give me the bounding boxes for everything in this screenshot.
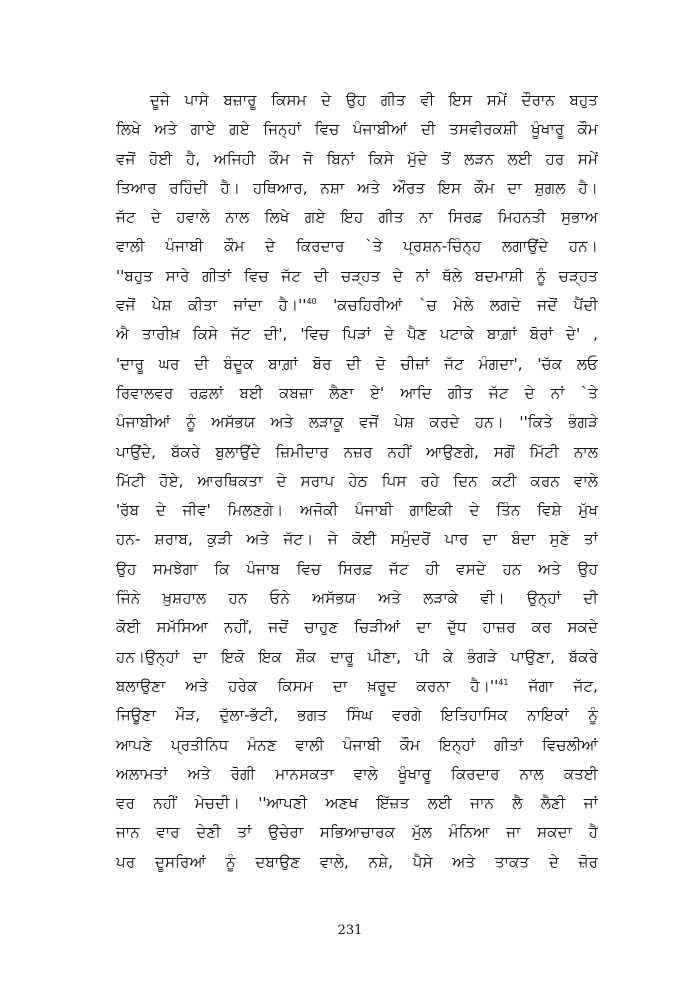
text-line: ''ਬਹੁਤ ਸਾਰੇ ਗੀਤਾਂ ਵਿਚ ਜੱਟ ਦੀ ਚੜ੍ਹਤ ਦੇ ਨਾਂ ਥੱਲੇ ਬਦਮਾਸ਼ੀ ਨੂੰ ਚੜ੍ਹਤ (116, 266, 598, 285)
text-line: ਦੂਜੇ ਪਾਸੇ ਬਜ਼ਾਰੂ ਕਿਸਮ ਦੇ ਉਹ ਗੀਤ ਵੀ ਇਸ ਸਮੇਂ ਦੌਰਾਨ ਬਹੁਤ (150, 91, 598, 109)
text-line: ਆਪਣੇ ਪ੍ਰਤੀਨਿਧ ਮੰਨਣ ਵਾਲੀ ਪੰਜਾਬੀ ਕੌਮ ਇਨ੍ਹਾਂ ਗੀਤਾਂ ਵਿਚਲੀਆਂ (116, 735, 598, 754)
text-line: ਐ ਤਾਰੀਖ਼ ਕਿਸੇ ਜੱਟ ਦੀ', 'ਵਿਚ ਪਿੜਾਂ ਦੇ ਪੈਣ ਪਟਾਕੇ ਬਾਗ਼ਾਂ ਬੋਰਾਂ ਦੇ' , (116, 325, 598, 344)
text-line: ਹਨ।ਉਨ੍ਹਾਂ ਦਾ ਇਕੋ ਇਕ ਸ਼ੌਕ ਦਾਰੂ ਪੀਣਾ, ਪੀ ਕੇ ਭੰਗੜੇ ਪਾਉਣਾ, ਬੱਕਰੇ (116, 647, 598, 666)
text-line: ਵਾਲੀ ਪੰਜਾਬੀ ਕੌਮ ਦੇ ਕਿਰਦਾਰ `ਤੇ ਪ੍ਰਸ਼ਨ-ਚਿੰਨ੍ਹ ਲਗਾਉਂਦੇ ਹਨ। (116, 237, 598, 256)
text-line: ਜਿਊਣਾ ਮੌੜ, ਦੁੱਲਾ-ਭੱਟੀ, ਭਗਤ ਸਿੰਘ ਵਰਗੇ ਇਤਿਹਾਸਿਕ ਨਾਇਕਾਂ ਨੂੰ (116, 706, 598, 725)
text-line: ਜਿੰਨੇ ਖ਼ੁਸ਼ਹਾਲ ਹਨ ਓਨੇ ਅਸੱਭਯ ਅਤੇ ਲੜਾਕੇ ਵੀ। ਉਨ੍ਹਾਂ ਦੀ (116, 589, 598, 608)
text-line: ਵਜੋਂ ਹੋਈ ਹੈ, ਅਜਿਹੀ ਕੌਮ ਜੋ ਬਿਨਾਂ ਕਿਸੇ ਮੁੱਦੇ ਤੋਂ ਲੜਨ ਲਈ ਹਰ ਸਮੇਂ (116, 149, 598, 168)
text-segment: ਜੱਗਾ ਜੱਟ, (528, 676, 598, 695)
text-line: ਲਿਖੇ ਅਤੇ ਗਾਏ ਗਏ ਜਿਨ੍ਹਾਂ ਵਿਚ ਪੰਜਾਬੀਆਂ ਦੀ ਤਸਵੀਰਕਸ਼ੀ ਖੂੰਖਾਰੂ ਕੌਮ (116, 120, 598, 139)
text-line-with-footnote (116, 291, 598, 320)
text-line: 'ਰੱਬ ਦੇ ਜੀਵ' ਮਿਲਣਗੇ। ਅਜੋਕੀ ਪੰਜਾਬੀ ਗਾਇਕੀ ਦੇ ਤਿੰਨ ਵਿਸ਼ੇ ਮੁੱਖ (116, 501, 598, 520)
text-segment: ਵਜੋਂ ਪੇਸ਼ ਕੀਤਾ ਜਾਂਦਾ ਹੈ।'' (116, 296, 307, 315)
text-line: ਅਲਾਮਤਾਂ ਅਤੇ ਰੋਗੀ ਮਾਨਸਕਤਾ ਵਾਲੇ ਖੂੰਖਾਰੂ ਕਿਰਦਾਰ ਨਾਲ ਕਤਈ (116, 764, 598, 783)
text-line: ਪੰਜਾਬੀਆਂ ਨੂੰ ਅਸੱਭਯ ਅਤੇ ਲੜਾਕੂ ਵਜੋਂ ਪੇਸ਼ ਕਰਦੇ ਹਨ। ''ਕਿਤੇ ਭੰਗੜੇ (116, 413, 598, 432)
text-line: ਤਿਆਰ ਰਹਿੰਦੀ ਹੈ। ਹਥਿਆਰ, ਨਸ਼ਾ ਅਤੇ ਔਰਤ ਇਸ ਕੌਮ ਦਾ ਸ਼ੁਗਲ ਹੈ। (116, 178, 598, 197)
text-line: ਉਹ ਸਮਝੇਗਾ ਕਿ ਪੰਜਾਬ ਵਿਚ ਸਿਰਫ਼ ਜੱਟ ਹੀ ਵਸਦੇ ਹਨ ਅਤੇ ਉਹ (116, 559, 598, 578)
text-line: ਜਾਨ ਵਾਰ ਦੇਣੀ ਤਾਂ ਉਚੇਰਾ ਸਭਿਆਚਾਰਕ ਮੁੱਲ ਮੰਨਿਆ ਜਾ ਸਕਦਾ ਹੈ (116, 823, 598, 842)
text-line: ਕੋਈ ਸਮੱਸਿਆ ਨਹੀਂ, ਜਦੋਂ ਚਾਹੁਣ ਚਿੜੀਆਂ ਦਾ ਦੁੱਧ ਹਾਜ਼ਰ ਕਰ ਸਕਦੇ (116, 618, 598, 637)
text-line: 'ਦਾਰੂ ਘਰ ਦੀ ਬੰਦੂਕ ਬਾਗ਼ਾਂ ਬੋਰ ਦੀ ਦੋ ਚੀਜ਼ਾਂ ਜੱਟ ਮੰਗਦਾ', 'ਚੱਕ ਲਓ (116, 354, 598, 373)
text-segment: 'ਕਚਹਿਰੀਆਂ `ਚ ਮੇਲੇ ਲਗਦੇ ਜਦੋਂ ਪੈਂਦੀ (333, 296, 598, 315)
text-line-with-footnote (116, 672, 598, 701)
text-line: ਹਨ- ਸ਼ਰਾਬ, ਕੁੜੀ ਅਤੇ ਜੱਟ। ਜੇ ਕੋਈ ਸਮੁੰਦਰੋਂ ਪਾਰ ਦਾ ਬੰਦਾ ਸੁਣੇ ਤਾਂ (116, 530, 598, 549)
text-line: ਪਾਉਂਦੇ, ਬੱਕਰੇ ਬੁਲਾਉਂਦੇ ਜ਼ਿਮੀਦਾਰ ਨਜ਼ਰ ਨਹੀਂ ਆਉਣਗੇ, ਸਗੋਂ ਮਿੱਟੀ ਨਾਲ (116, 442, 598, 461)
page-number: 231 (337, 923, 363, 938)
text-segment: ਬਲਾਉਣਾ ਅਤੇ ਹਰੇਕ ਕਿਸਮ ਦਾ ਖ਼ਰੂਦ ਕਰਨਾ ਹੈ।'' (116, 676, 499, 695)
text-line: ਜੱਟ ਦੇ ਹਵਾਲੇ ਨਾਲ ਲਿਖੇ ਗਏ ਇਹ ਗੀਤ ਨਾ ਸਿਰਫ਼ ਮਿਹਨਤੀ ਸੁਭਾਅ (116, 208, 598, 227)
text-line: ਪਰ ਦੂਸਰਿਆਂ ਨੂੰ ਦਬਾਉਣ ਵਾਲੇ, ਨਸ਼ੇ, ਪੈਸੇ ਅਤੇ ਤਾਕਤ ਦੇ ਜ਼ੋਰ (116, 852, 598, 871)
body-paragraph (116, 86, 598, 877)
text-line: ਵਰ ਨਹੀਂ ਮੇਚਦੀ। ''ਆਪਣੀ ਅਣਖ ਇੱਜ਼ਤ ਲਈ ਜਾਨ ਲੈ ਲੈਣੀ ਜਾਂ (116, 794, 598, 813)
text-line: ਮਿੱਟੀ ਹੋਏ, ਆਰਥਿਕਤਾ ਦੇ ਸਰਾਪ ਹੇਠ ਪਿਸ ਰਹੇ ਦਿਨ ਕਟੀ ਕਰਨ ਵਾਲੇ (116, 471, 598, 490)
text-line: ਰਿਵਾਲਵਰ ਰਫ਼ਲਾਂ ਬਈ ਕਬਜ਼ਾ ਲੈਣਾ ਏ' ਆਦਿ ਗੀਤ ਜੱਟ ਦੇ ਨਾਂ `ਤੇ (116, 383, 598, 402)
footnote-marker: 40 (306, 297, 317, 307)
footnote-marker: 41 (498, 677, 509, 687)
